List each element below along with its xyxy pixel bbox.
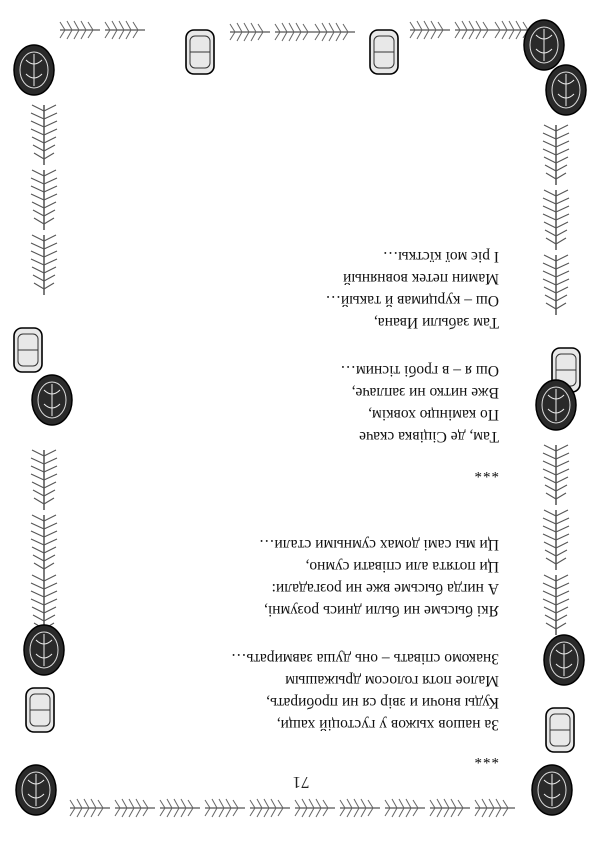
poem-separator: *** — [473, 750, 499, 766]
poem-line: Знакомо співать – онь душа завмирать… — [230, 650, 499, 667]
poem-line: Ци потята али співати сумно, — [305, 558, 499, 575]
page-number: 71 — [292, 773, 310, 792]
poem-line: Вже нитко ни заплаче, — [351, 384, 499, 401]
poem-line: За нашов хыжов у густоцій хащи, — [276, 716, 499, 733]
poem-line: Там забыли Ивана, — [373, 314, 499, 331]
poem-line: Ош – курцимав й такый… — [325, 292, 499, 309]
poem-line: Малое потя голосом дрыжашым — [285, 672, 499, 689]
poem-line: А нигда бысьме вже ни розгадали: — [271, 580, 499, 597]
poem-line: Ци мы самі домах сумными стали… — [258, 536, 499, 553]
poem-line: По камінцю ховкім, — [368, 406, 499, 423]
poem-separator: *** — [473, 464, 499, 480]
poem-line: Ош я – в гробі тісним… — [340, 362, 499, 379]
poem-line: Мамин петек вовняный — [343, 270, 499, 287]
poem-line: Куды вночи и звір ся ни пробирать, — [266, 694, 499, 711]
poem-line: І ріє мої кїсткы… — [382, 248, 499, 265]
poem-line: Там, де Сіцівка скаче — [359, 428, 499, 445]
poem-line: Які бысьме ни были днись розумні, — [264, 602, 499, 619]
